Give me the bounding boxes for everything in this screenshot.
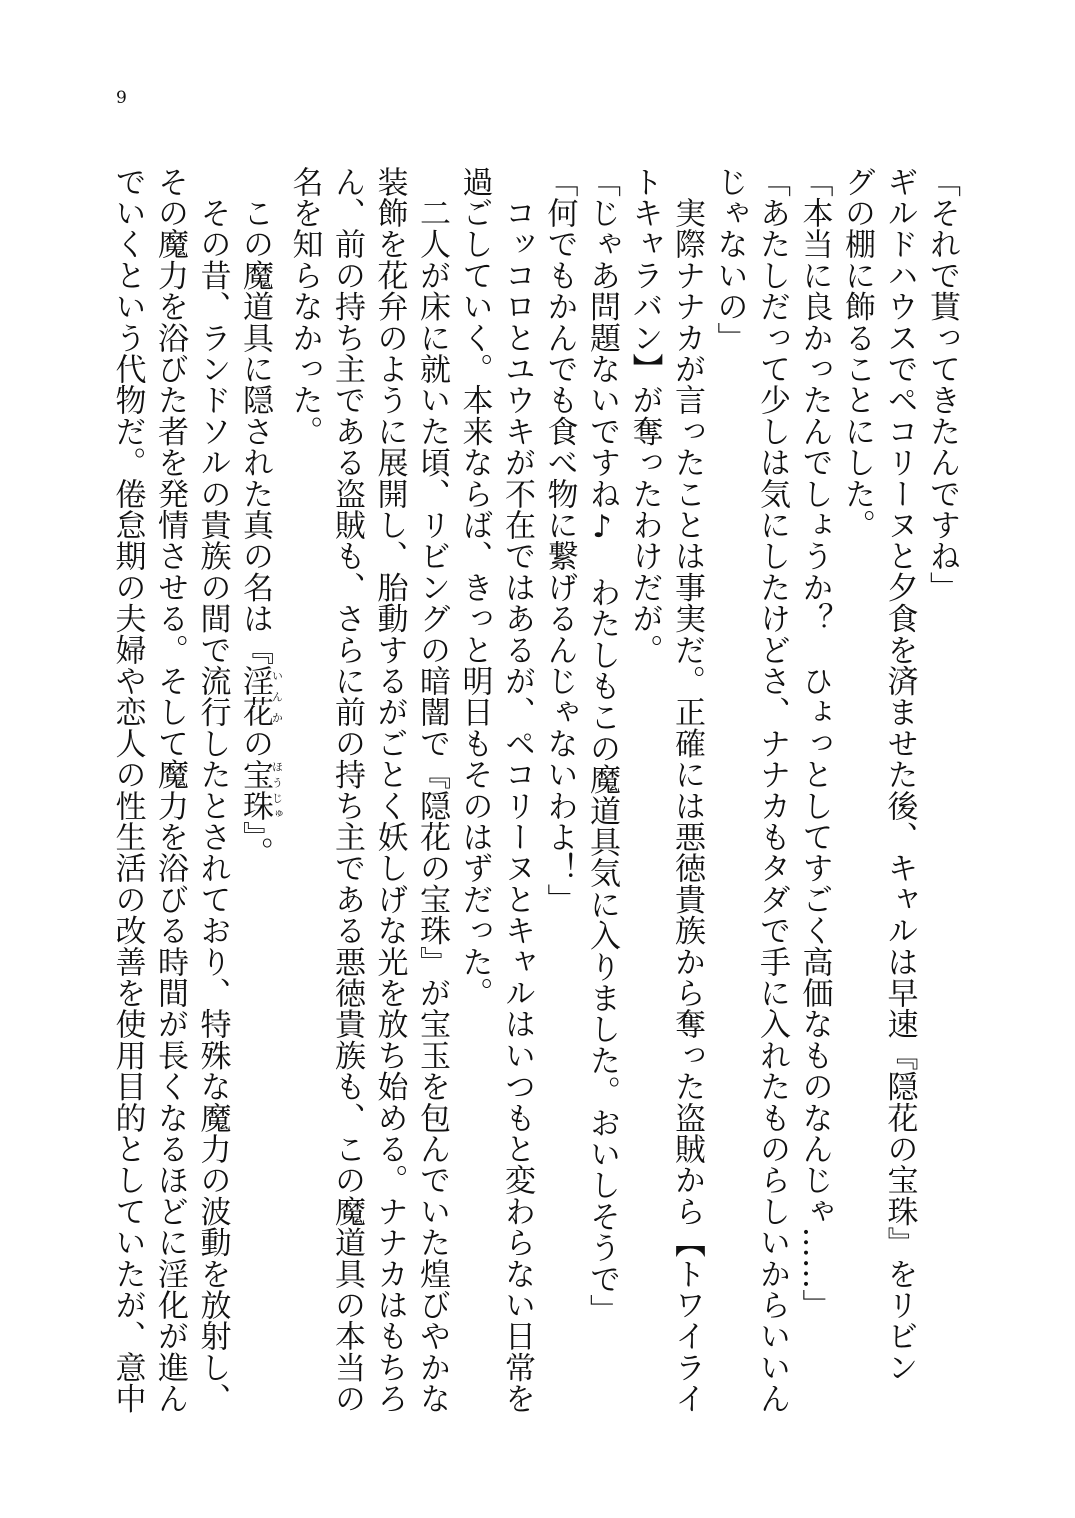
- text-line: でいくという代物だ。倦怠期の夫婦や恋人の性生活の改善を使用目的としていたが、意中: [109, 166, 146, 1414]
- text-segment: の: [237, 727, 273, 759]
- text-line: 「あたしだって少しは気にしたけどさ、ナナカもタダで手に入れたものらしいからいいん: [754, 166, 790, 1414]
- text-line: 過ごしていく。本来ならば、きっと明日もそのはずだった。: [456, 166, 493, 1009]
- text-line: 名を知らなかった。: [286, 166, 323, 447]
- text-line: じゃないの」: [711, 166, 748, 354]
- ruby-reading: ほうじゅ: [270, 758, 284, 822]
- text-line: 装飾を花弁のように展開し、胎動するがごとく妖しげな光を放ち始める。ナナカはもちろ: [371, 166, 408, 1414]
- ruby-reading: いんか: [270, 665, 284, 728]
- text-line: 実際ナナカが言ったことは事実だ。正確には悪徳貴族から奪った盗賊から【トワイライ: [669, 166, 705, 1414]
- text-line: コッコロとユウキが不在ではあるが、ペコリーヌとキャルはいつもと変わらない日常を: [499, 166, 535, 1414]
- text-line: ん、前の持ち主である盗賊も、さらに前の持ち主である悪徳貴族も、この魔道具の本当の: [329, 166, 365, 1414]
- text-segment: この魔道具に隠された真の名は『: [237, 166, 273, 666]
- text-line: 「じゃあ問題ないですね♪ わたしもこの魔道具気に入りました。おいしそうで」: [584, 166, 620, 1326]
- text-line: 「本当に良かったんでしょうか？ ひょっとしてすごく高価なものなんじゃ……」: [796, 166, 833, 1321]
- text-line-ruby: [234, 166, 284, 1366]
- page-number: 9: [116, 88, 127, 108]
- text-line: 「何でもかんでも食べ物に繋げるんじゃないわよ！」: [541, 166, 578, 915]
- text-line: ギルドハウスでペコリーヌと夕食を済ませた後、キャルは早速『隠花の宝珠』をリビン: [881, 166, 918, 1383]
- text-line: トキャラバン】が奪ったわけだが。: [626, 166, 663, 666]
- ruby-base: 宝珠: [237, 758, 273, 822]
- ruby-base: 淫花: [237, 665, 273, 728]
- ruby-word: [237, 665, 284, 728]
- text-line: グの棚に飾ることにした。: [839, 166, 875, 541]
- text-line: その魔力を浴びた者を発情させる。そして魔力を浴びる時間が長くなるほどに淫化が進ん: [152, 166, 188, 1414]
- ruby-word: [237, 758, 284, 822]
- text-line: 「それで貰ってきたんですね」: [924, 166, 960, 603]
- text-line: その昔、ランドソルの貴族の間で流行したとされており、特殊な魔力の波動を放射し、: [194, 166, 231, 1414]
- body-text: [106, 166, 963, 1414]
- text-segment: 』。: [237, 821, 273, 869]
- text-line: 二人が床に就いた頃、リビングの暗闇で『隠花の宝珠』が宝玉を包んでいた煌びやかな: [414, 166, 450, 1414]
